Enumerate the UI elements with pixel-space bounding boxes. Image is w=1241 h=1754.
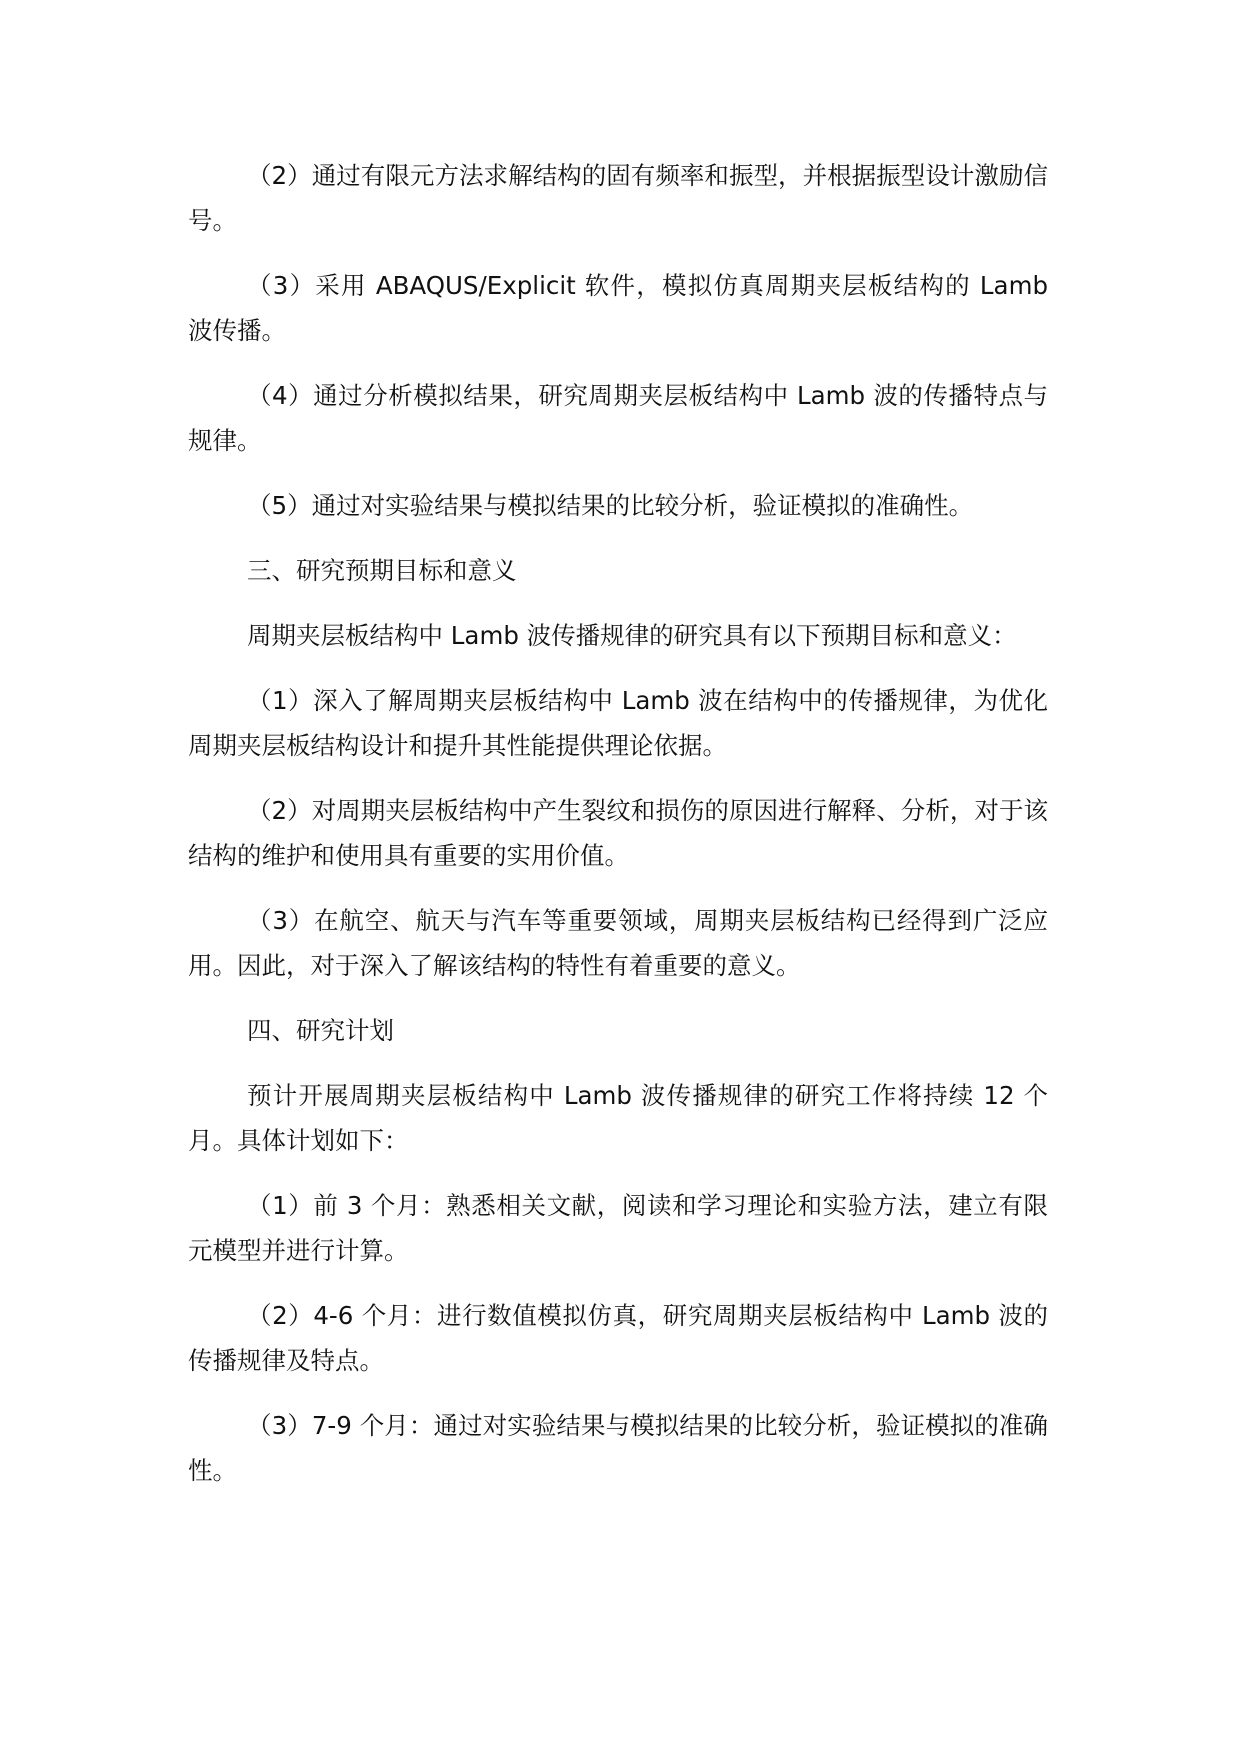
method-item-4: （4）通过分析模拟结果，研究周期夹层板结构中 Lamb 波的传播特点与规律。 xyxy=(188,381,1048,455)
section-heading-goals: 三、研究预期目标和意义 xyxy=(247,556,517,585)
plan-item-3: （3）7-9 个月：通过对实验结果与模拟结果的比较分析，验证模拟的准确性。 xyxy=(188,1411,1048,1485)
goal-item-1: （1）深入了解周期夹层板结构中 Lamb 波在结构中的传播规律，为优化周期夹层板结构设计和提升其性能提供理论依据。 xyxy=(188,686,1048,760)
section-heading-plan: 四、研究计划 xyxy=(247,1016,394,1045)
document-body xyxy=(188,153,1048,1513)
plan-intro: 预计开展周期夹层板结构中 Lamb 波传播规律的研究工作将持续 12 个月。具体计划如下： xyxy=(188,1081,1048,1155)
goal-item-2: （2）对周期夹层板结构中产生裂纹和损伤的原因进行解释、分析，对于该结构的维护和使用具有重要的实用价值。 xyxy=(188,796,1048,870)
method-item-2: （2）通过有限元方法求解结构的固有频率和振型，并根据振型设计激励信号。 xyxy=(188,161,1048,235)
plan-item-2: （2）4-6 个月：进行数值模拟仿真，研究周期夹层板结构中 Lamb 波的传播规律及特点。 xyxy=(188,1301,1048,1375)
goal-item-3: （3）在航空、航天与汽车等重要领域，周期夹层板结构已经得到广泛应用。因此，对于深入了解该结构的特性有着重要的意义。 xyxy=(188,906,1048,980)
goals-intro: 周期夹层板结构中 Lamb 波传播规律的研究具有以下预期目标和意义： xyxy=(247,621,1017,650)
method-item-3: （3）采用 ABAQUS/Explicit 软件，模拟仿真周期夹层板结构的 Lamb 波传播。 xyxy=(188,271,1048,345)
plan-item-1: （1）前 3 个月：熟悉相关文献，阅读和学习理论和实验方法，建立有限元模型并进行计算。 xyxy=(188,1191,1048,1265)
method-item-5: （5）通过对实验结果与模拟结果的比较分析，验证模拟的准确性。 xyxy=(247,491,974,520)
